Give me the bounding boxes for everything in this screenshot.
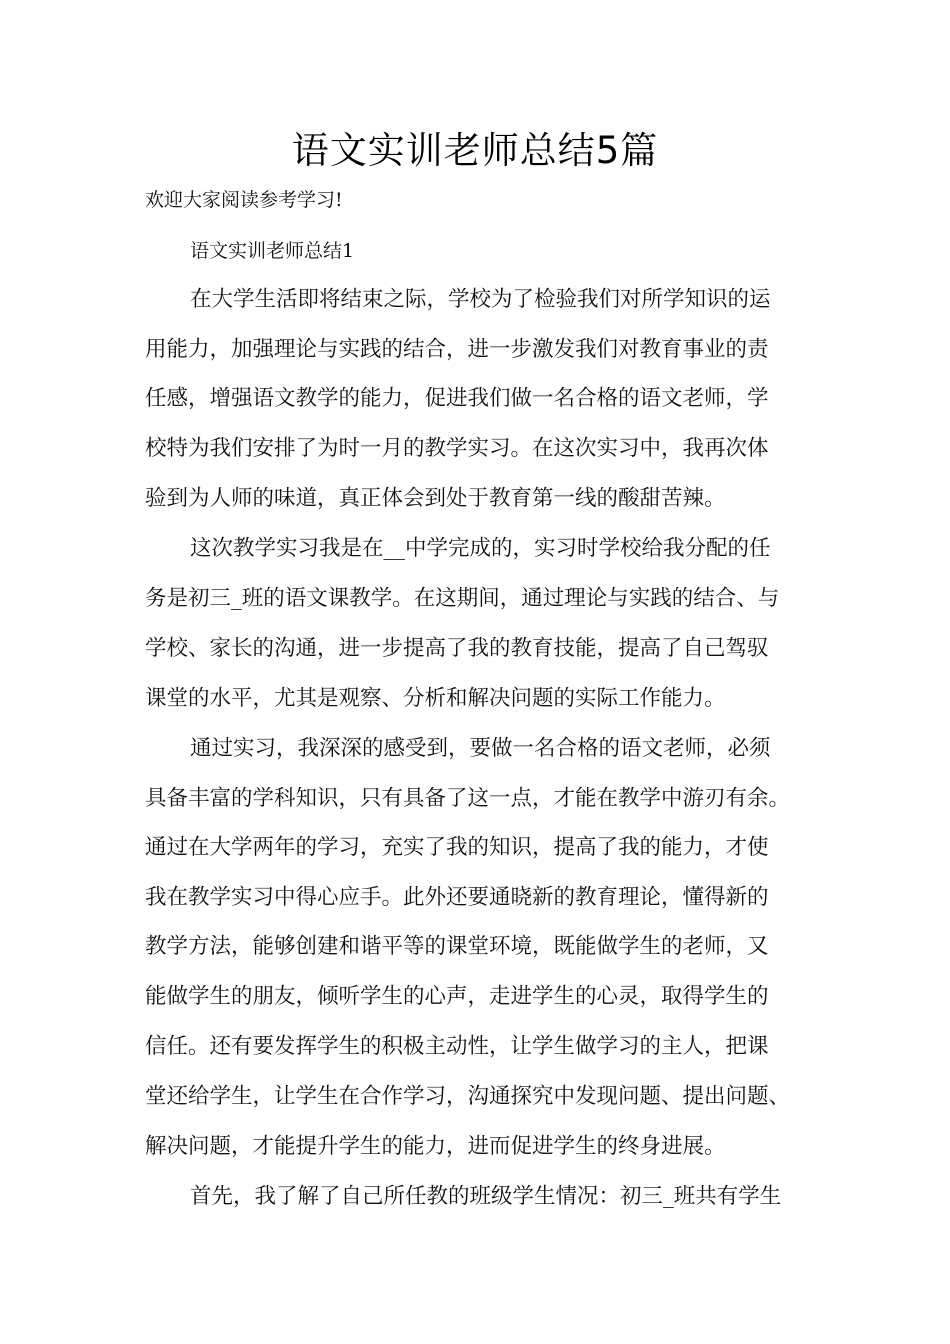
paragraph-line: 通过在大学两年的学习，充实了我的知识，提高了我的能力，才使 xyxy=(145,835,769,860)
paragraph-line: 我在教学实习中得心应手。此外还要通晓新的教育理论，懂得新的 xyxy=(145,885,769,910)
paragraph-line: 在大学生活即将结束之际，学校为了检验我们对所学知识的运 xyxy=(190,287,771,312)
paragraph-line: 信任。还有要发挥学生的积极主动性，让学生做学习的主人，把课 xyxy=(145,1034,769,1059)
paragraph-line: 能做学生的朋友，倾听学生的心声，走进学生的心灵，取得学生的 xyxy=(145,984,769,1009)
paragraph-line: 这次教学实习我是在__中学完成的，实习时学校给我分配的任 xyxy=(190,536,771,561)
paragraph-line: 首先，我了解了自己所任教的班级学生情况：初三_班共有学生 xyxy=(190,1184,782,1209)
paragraph-line: 课堂的水平，尤其是观察、分析和解决问题的实际工作能力。 xyxy=(145,686,726,711)
paragraph-line: 务是初三_班的语文课教学。在这期间，通过理论与实践的结合、与 xyxy=(145,586,780,611)
paragraph-line: 校特为我们安排了为时一月的教学实习。在这次实习中，我再次体 xyxy=(145,436,769,461)
paragraph-line: 具备丰富的学科知识，只有具备了这一点，才能在教学中游刃有余。 xyxy=(145,786,791,811)
paragraph-line: 用能力，加强理论与实践的结合，进一步激发我们对教育事业的责 xyxy=(145,337,769,362)
paragraph-line: 通过实习，我深深的感受到，要做一名合格的语文老师，必须 xyxy=(190,736,771,761)
section-heading: 语文实训老师总结1 xyxy=(190,240,355,262)
paragraph-line: 堂还给学生，让学生在合作学习，沟通探究中发现问题、提出问题、 xyxy=(145,1084,791,1109)
paragraph-line: 解决问题，才能提升学生的能力，进而促进学生的终身进展。 xyxy=(145,1134,726,1159)
paragraph-line: 任感，增强语文教学的能力，促进我们做一名合格的语文老师，学 xyxy=(145,386,769,411)
document-title: 语文实训老师总结5篇 xyxy=(291,129,659,172)
intro-line: 欢迎大家阅读参考学习! xyxy=(145,189,343,211)
paragraph-line: 学校、家长的沟通，进一步提高了我的教育技能，提高了自己驾驭 xyxy=(145,636,769,661)
paragraph-line: 教学方法，能够创建和谐平等的课堂环境，既能做学生的老师，又 xyxy=(145,934,769,959)
paragraph-line: 验到为人师的味道，真正体会到处于教育第一线的酸甜苦辣。 xyxy=(145,486,726,511)
